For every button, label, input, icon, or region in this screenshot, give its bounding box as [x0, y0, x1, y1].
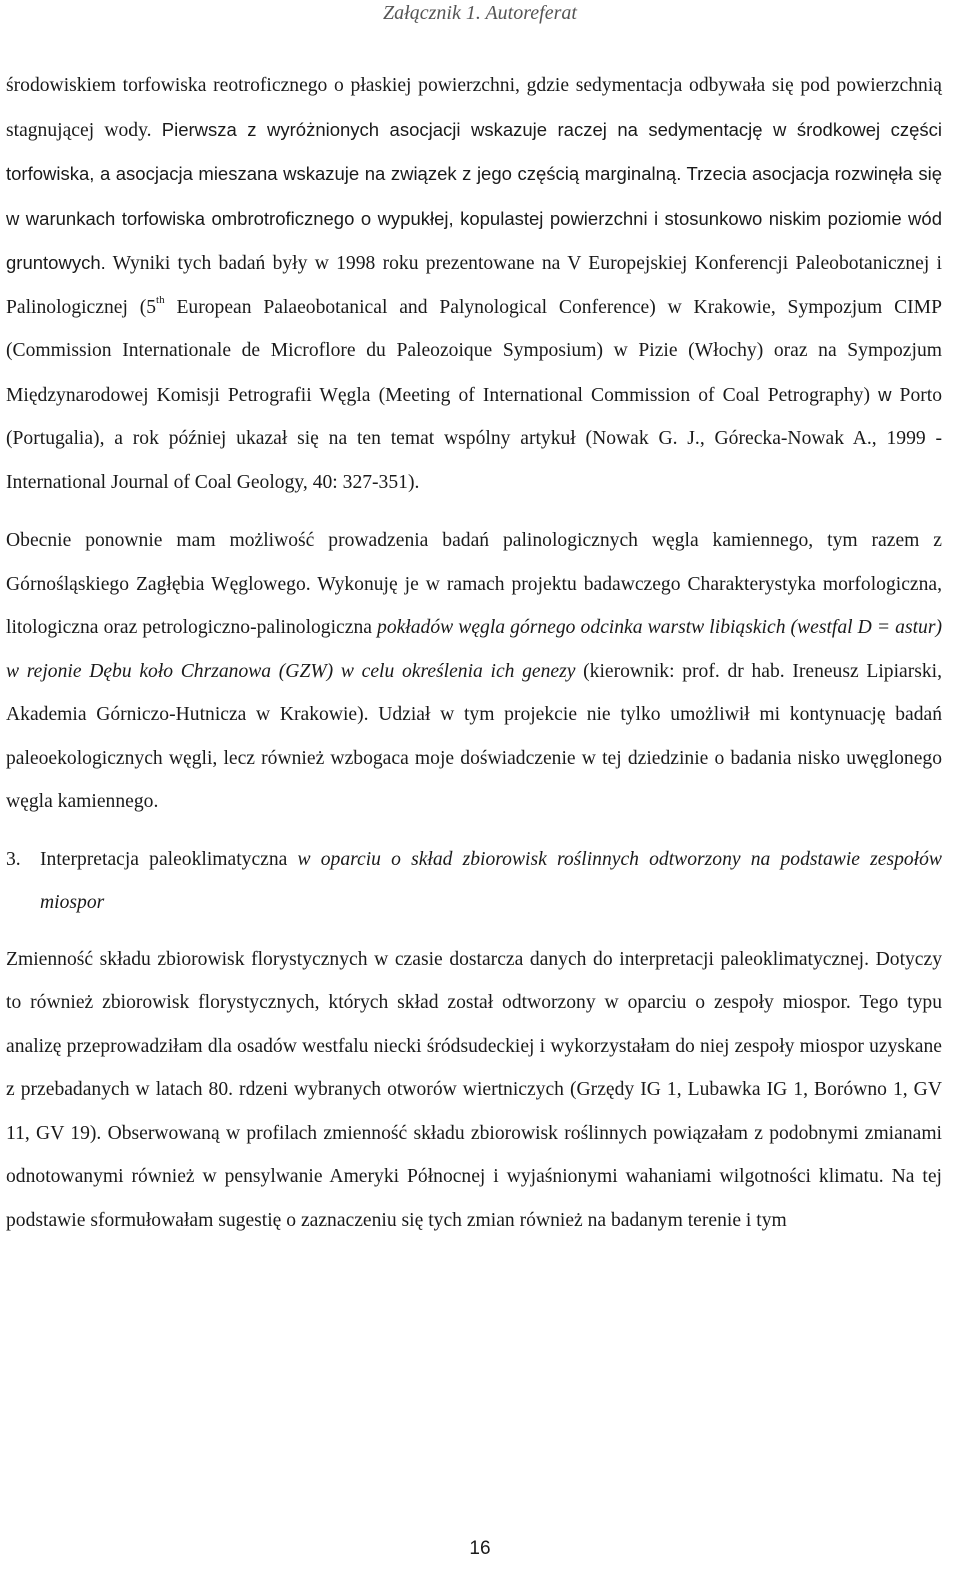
project-title-italic: pokładów węgla górnego odcinka warstw libiąskich (westfal D = astur) w rejonie Dębu koło Chrzanowa (GZW) w celu określenia ich genezy: [6, 617, 942, 682]
paragraph-current-research: [6, 519, 942, 824]
section-heading-3: [6, 838, 942, 925]
paragraph-results-text-4: European Palaeobotanical and Palynological Conference) w Krakowie, Sympozjum CIMP (Commission Internationale de Microflore du Paleozoique Symposium) w Pizie (Włochy) oraz na Sympozjum Międzynarodowej Komisji Petrografii Węgla (Meeting of International Commission of Coal Petrography): [6, 296, 942, 406]
superscript-th: th: [156, 293, 165, 306]
section-title-normal: Interpretacja paleoklimatyczna: [40, 848, 298, 870]
paragraph-results-text-3: Wyniki tych badań były w 1998 roku prezentowane na V Europejskiej Konferencji Paleobotanicznej i Palinologicznej (5: [6, 253, 942, 318]
header-attachment-label: Załącznik 1.: [383, 2, 486, 24]
section-number: 3.: [6, 848, 21, 870]
paragraph-results-text-5: w: [878, 383, 892, 405]
section-title: [40, 838, 942, 925]
paragraph-results-text-2: Pierwsza z wyróżnionych asocjacji wskazuje raczej na sedymentację w środkowej części torfowiska, a asocjacja mieszana wskazuje na związek z jego częścią marginalną. Trzecia asocjacja rozwinęła się w warunkach torfowiska ombrotroficznego o wypukłej, kopulastej powierzchni i stosunkowo niskim poziomie wód gruntowych.: [6, 118, 942, 273]
paragraph-paleoclimate: Zmienność składu zbiorowisk florystycznych w czasie dostarcza danych do interpretacji paleoklimatycznej. Dotyczy to również zbiorowisk florystycznych, których skład został odtworzony w oparciu o zespoły miospor. Tego typu analizę przeprowadziłam dla osadów westfalu niecki śródsudeckiej i wykorzystałam do niej zespoły miospor uzyskane z przebadanych w latach 80. rdzeni wybranych otworów wiertniczych (Grzędy IG 1, Lubawka IG 1, Borówno 1, GV 11, GV 19). Obserwowaną w profilach zmienność składu zbiorowisk roślinnych powiązałam z podobnymi zmianami odnotowanymi również w pensylwanie Ameryki Północnej i wyjaśnionymi wahaniami wilgotności klimatu. Na tej podstawie sformułowałam sugestię o zaznaczeniu się tych zmian również na badanym terenie i tym: [6, 948, 942, 1231]
page-content: [6, 64, 942, 1242]
paragraph-current-research-text-3: (kierownik: prof. dr hab. Ireneusz Lipiarski, Akademia Górniczo-Hutnicza w Krakowie). Udział w tym projekcie nie tylko umożliwił mi kontynuację badań paleoekologicznych węgli, lecz również wzbogaca moje doświadczenie w tej dziedzinie o badania nisko uwęglonego węgla kamiennego.: [6, 660, 942, 812]
section-title-italic: w oparciu o skład zbiorowisk roślinnych odtworzony na podstawie zespołów miospor: [40, 848, 942, 913]
header-document-type: Autoreferat: [485, 2, 577, 24]
paragraph-results: [6, 64, 942, 504]
paragraph-results-text-1: środowiskiem torfowiska reotroficznego o płaskiej powierzchni, gdzie sedymentacja odbywała się pod powierzchnią stagnującej wody.: [6, 75, 942, 141]
page-header: [0, 2, 960, 25]
paragraph-results-text-6: Porto (Portugalia), a rok później ukazał się na ten temat wspólny artykuł (Nowak G. J., Górecka-Nowak A., 1999 - International Journal of Coal Geology, 40: 327-351).: [6, 384, 943, 493]
paragraph-current-research-text-1: Obecnie ponownie mam możliwość prowadzenia badań palinologicznych węgla kamiennego, tym razem z Górnośląskiego Zagłębia Węglowego. Wykonuję je w ramach projektu badawczego Charakterystyka morfologiczna, litologiczna oraz petrologiczno-palinologiczna: [6, 530, 942, 638]
page-number: 16: [469, 1538, 491, 1559]
